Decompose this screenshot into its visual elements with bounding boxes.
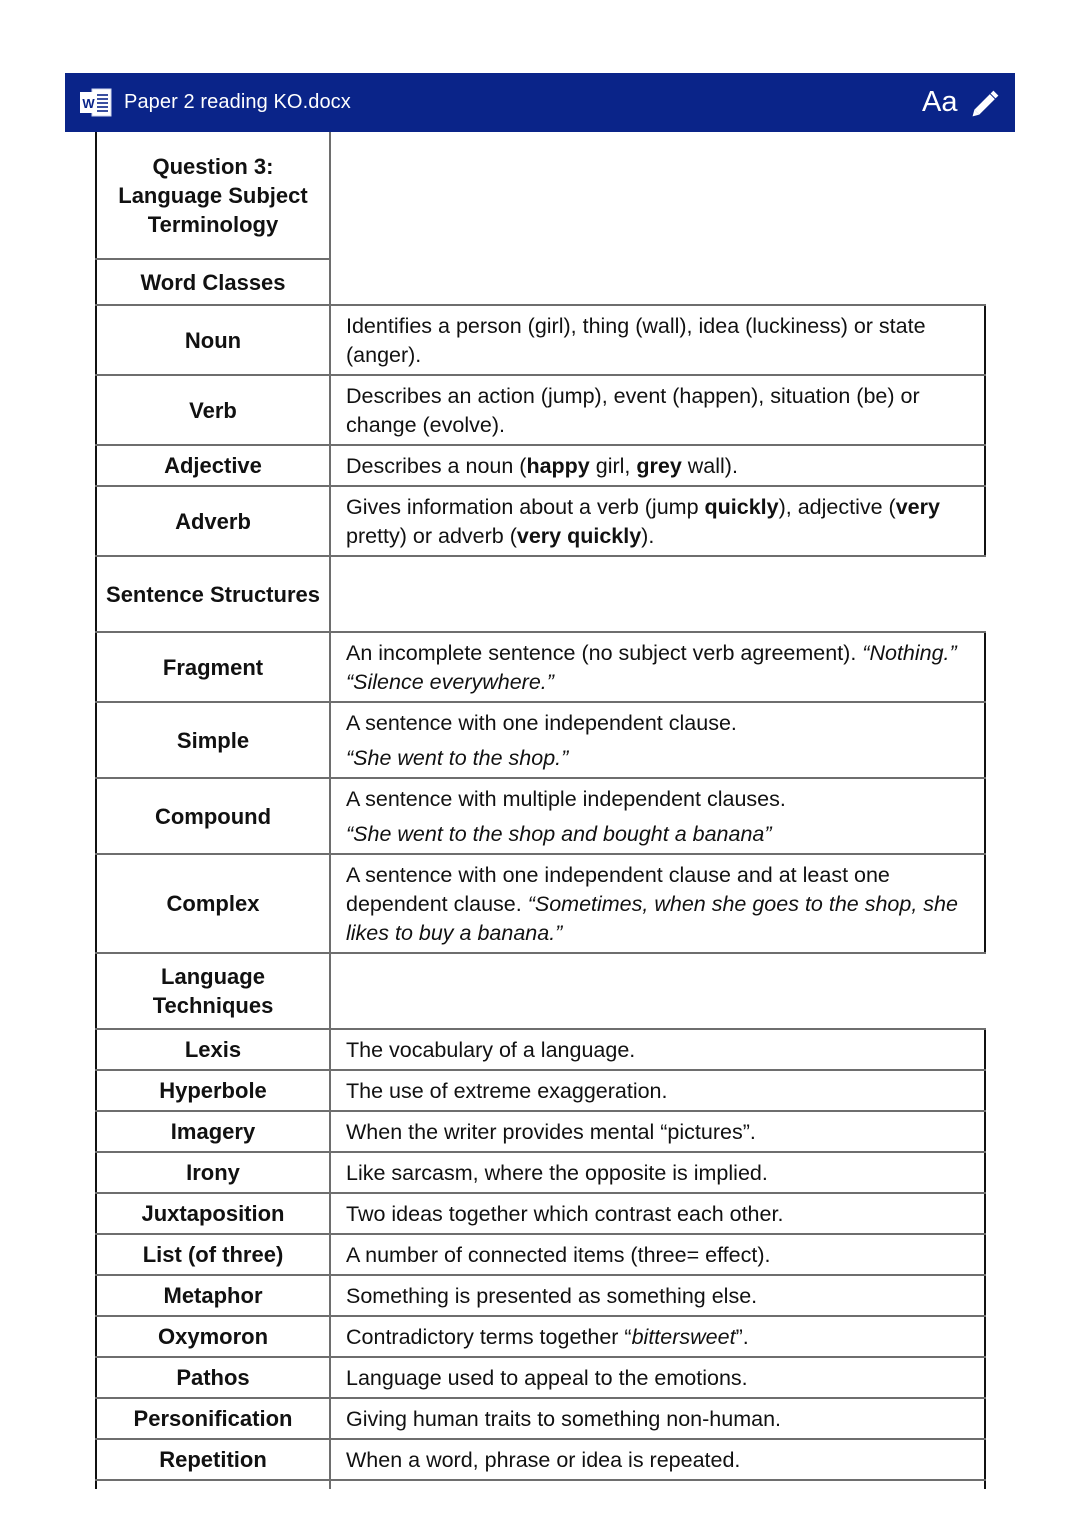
definition-line xyxy=(346,314,926,367)
bold-text: happy xyxy=(526,454,590,478)
definition-line xyxy=(346,1407,781,1431)
knowledge-organiser-table xyxy=(95,132,986,1489)
term-cell: Verb xyxy=(96,375,330,445)
section-title: Language Techniques xyxy=(96,953,330,1029)
term-cell: Adverb xyxy=(96,486,330,556)
italic-text: bittersweet xyxy=(631,1325,736,1349)
term-cell: Juxtaposition xyxy=(96,1193,330,1234)
italic-text: “She went to the shop.” xyxy=(346,746,569,770)
table-row xyxy=(96,778,985,854)
text: Describes a noun ( xyxy=(346,454,527,478)
text: wall). xyxy=(681,454,738,478)
text: The vocabulary of a language. xyxy=(346,1038,636,1062)
definition-cell xyxy=(330,305,985,375)
italic-text: “Nothing.” “Silence everywhere.” xyxy=(346,641,957,694)
definition-cell xyxy=(330,1316,985,1357)
term-cell: Compound xyxy=(96,778,330,854)
definition-cell xyxy=(330,1357,985,1398)
empty-cell xyxy=(330,132,985,305)
document-page xyxy=(95,132,986,1489)
text: When the writer provides mental “pictures”. xyxy=(346,1120,756,1144)
definition-cell xyxy=(330,1275,985,1316)
definition-cell xyxy=(330,1111,985,1152)
text: The use of extreme exaggeration. xyxy=(346,1079,668,1103)
bold-text: grey xyxy=(636,454,682,478)
text: A sentence with multiple independent clauses. xyxy=(346,787,786,811)
text: ”. xyxy=(735,1325,749,1349)
table-row xyxy=(96,632,985,702)
text: A sentence with one independent clause and at least one dependent clause. xyxy=(346,863,890,916)
empty-cell xyxy=(96,1480,330,1489)
text: ). xyxy=(641,524,655,548)
text: Like sarcasm, where the opposite is implied. xyxy=(346,1161,768,1185)
section-title: Sentence Structures xyxy=(96,556,330,632)
definition-line xyxy=(346,863,958,945)
definition-line xyxy=(346,1325,749,1349)
text: girl, xyxy=(589,454,637,478)
table-row xyxy=(96,1357,985,1398)
definition-line xyxy=(346,1448,740,1472)
definition-cell xyxy=(330,854,985,953)
table-row xyxy=(96,1193,985,1234)
definition-line xyxy=(346,454,738,478)
table-heading-row xyxy=(96,132,985,259)
section-header-row xyxy=(96,953,985,1029)
table-row xyxy=(96,375,985,445)
term-cell: Adjective xyxy=(96,445,330,486)
definition-cell xyxy=(330,1234,985,1275)
definition-cell xyxy=(330,632,985,702)
definition-line xyxy=(346,1120,756,1144)
table-heading: Question 3: Language Subject Terminology xyxy=(96,132,330,259)
text: Two ideas together which contrast each other. xyxy=(346,1202,784,1226)
text: Something is presented as something else. xyxy=(346,1284,758,1308)
table-row xyxy=(96,1316,985,1357)
table-row xyxy=(96,1275,985,1316)
bold-text: very xyxy=(895,495,940,519)
term-cell: List (of three) xyxy=(96,1234,330,1275)
text: An incomplete sentence (no subject verb agreement). xyxy=(346,641,863,665)
term-cell: Hyperbole xyxy=(96,1070,330,1111)
section-title: Word Classes xyxy=(96,259,330,305)
definition-cell xyxy=(330,1193,985,1234)
term-cell: Pathos xyxy=(96,1357,330,1398)
term-cell: Lexis xyxy=(96,1029,330,1070)
text: When a word, phrase or idea is repeated. xyxy=(346,1448,741,1472)
table-row xyxy=(96,1152,985,1193)
definition-line xyxy=(346,641,957,694)
definition-line xyxy=(346,1202,783,1226)
definition-cell xyxy=(330,1070,985,1111)
definition-cell xyxy=(330,445,985,486)
table-row xyxy=(96,1234,985,1275)
definition-cell xyxy=(330,486,985,556)
pencil-icon[interactable] xyxy=(969,87,1003,119)
document-title: Paper 2 reading KO.docx xyxy=(124,91,351,113)
table-row xyxy=(96,702,985,778)
text: Identifies a person (girl), thing (wall), idea (luckiness) or state (anger). xyxy=(346,314,926,367)
term-cell: Irony xyxy=(96,1152,330,1193)
term-cell: Repetition xyxy=(96,1439,330,1480)
definition-line xyxy=(346,1038,635,1062)
definition-line xyxy=(346,787,786,811)
text: Gives information about a verb (jump xyxy=(346,495,705,519)
table-row xyxy=(96,1398,985,1439)
text: Language used to appeal to the emotions. xyxy=(346,1366,748,1390)
table-row xyxy=(96,854,985,953)
text: Contradictory terms together “ xyxy=(346,1325,632,1349)
word-icon xyxy=(79,87,113,118)
definition-line xyxy=(346,1366,748,1390)
text: Giving human traits to something non-human. xyxy=(346,1407,782,1431)
term-cell: Simple xyxy=(96,702,330,778)
empty-cell xyxy=(330,953,985,1029)
term-cell: Fragment xyxy=(96,632,330,702)
table-row xyxy=(96,305,985,375)
definition-line xyxy=(346,711,737,735)
definition-cell xyxy=(330,778,985,854)
definition-line xyxy=(346,744,970,773)
term-cell: Complex xyxy=(96,854,330,953)
definition-line xyxy=(346,384,920,437)
definition-line xyxy=(346,1079,668,1103)
table-row xyxy=(96,1439,985,1480)
definition-cell xyxy=(330,1439,985,1480)
table-row xyxy=(96,1070,985,1111)
section-header-row xyxy=(96,556,985,632)
definition-cell xyxy=(330,1029,985,1070)
definition-cell xyxy=(330,702,985,778)
bold-text: very quickly xyxy=(516,524,642,548)
term-cell: Personification xyxy=(96,1398,330,1439)
continuation-row xyxy=(96,1480,985,1489)
italic-text: “She went to the shop and bought a banana” xyxy=(346,822,772,846)
italic-text: “Sometimes, when she goes to the shop, she likes to buy a banana.” xyxy=(346,892,958,945)
definition-line xyxy=(346,1284,757,1308)
definition-line xyxy=(346,820,970,849)
text: pretty) or adverb ( xyxy=(346,524,517,548)
text: A number of connected items (three= effect). xyxy=(346,1243,771,1267)
svg-text:W: W xyxy=(82,96,95,111)
definition-line xyxy=(346,1161,768,1185)
definition-line xyxy=(346,1243,770,1267)
empty-cell xyxy=(330,556,985,632)
term-cell: Noun xyxy=(96,305,330,375)
term-cell: Imagery xyxy=(96,1111,330,1152)
definition-line xyxy=(346,495,940,548)
table-row xyxy=(96,1029,985,1070)
table-row xyxy=(96,486,985,556)
table-row xyxy=(96,1111,985,1152)
term-cell: Oxymoron xyxy=(96,1316,330,1357)
definition-cell xyxy=(330,375,985,445)
text-size-button[interactable]: Aa xyxy=(922,86,958,118)
app-titlebar xyxy=(65,73,1015,132)
text: A sentence with one independent clause. xyxy=(346,711,737,735)
definition-cell xyxy=(330,1398,985,1439)
definition-cell xyxy=(330,1152,985,1193)
table-row xyxy=(96,445,985,486)
empty-cell xyxy=(330,1480,985,1489)
text: Describes an action (jump), event (happen), situation (be) or change (evolve). xyxy=(346,384,920,437)
text: ), adjective ( xyxy=(778,495,896,519)
term-cell: Metaphor xyxy=(96,1275,330,1316)
bold-text: quickly xyxy=(704,495,779,519)
